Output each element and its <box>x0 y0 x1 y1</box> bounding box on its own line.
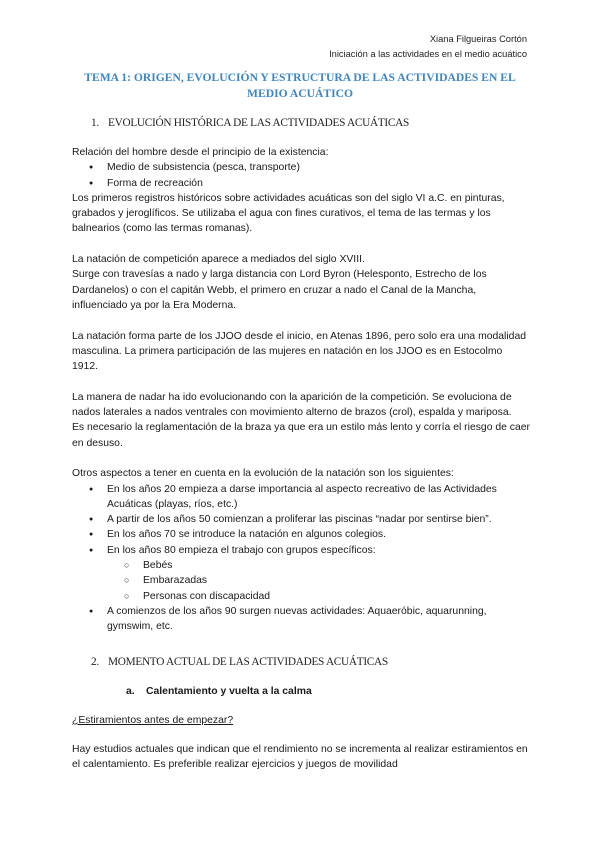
document-title: TEMA 1: ORIGEN, EVOLUCIÓN Y ESTRUCTURA DE LAS ACTIVIDADES EN EL MEDIO ACUÁTICO <box>84 71 516 100</box>
olympics-paragraph: La natación forma parte de los JJOO desde el inicio, en Atenas 1896, pero solo era una modalidad masculina. La primera participación de las mujeres en natación en los JJOO es en Estocolmo 1912. <box>72 330 527 373</box>
groups-list <box>107 558 530 604</box>
history-paragraph: Los primeros registros históricos sobre actividades acuáticas son del siglo VI a.C. en pinturas, grabados y jeroglíficos. Se utilizaba el agua con fines curativos, el tema de las termas y los balnearios (como las termas romanas). <box>72 192 505 235</box>
section-2-number: 2. <box>91 656 99 668</box>
section-1-heading <box>91 117 409 129</box>
intro-paragraph: Relación del hombre desde el principio de la existencia: <box>72 147 329 158</box>
section-2-heading <box>91 656 388 668</box>
header-author: Xiana Filgueiras Cortón <box>429 34 527 44</box>
list-item: ● A partir de los años 50 comienzan a proliferar las piscinas “nadar por sentirse bien”. <box>72 512 530 527</box>
list-item-text: En los años 80 empieza el trabajo con grupos específicos: <box>107 544 376 556</box>
competition-paragraph: La natación de competición aparece a mediados del siglo XVIII. <box>72 254 365 266</box>
styles-paragraph: La manera de nadar ha ido evolucionando con la aparición de la competición. Se evoluciona de nados laterales a nados ventrales con movimiento alterno de brazos (crol), espalda y mariposa. <box>72 391 512 419</box>
crossings-paragraph: Surge con travesías a nado y larga distancia con Lord Byron (Helesponto, Estrecho de los Dardanelos) o con el capitán Webb, el primero en cruzar a nado el Canal de la Mancha, influenciado ya por la Era Moderna. <box>72 269 487 311</box>
section-1-body <box>72 145 530 635</box>
list-item: ● En los años 20 empieza a darse importancia al aspecto recreativo de las Actividades Acuáticas (playas, ríos, etc.) <box>72 482 530 513</box>
section-1-heading-text: EVOLUCIÓN HISTÓRICA DE LAS ACTIVIDADES ACUÁTICAS <box>108 117 409 129</box>
list-item: ● Medio de subsistencia (pesca, transporte) <box>72 160 530 175</box>
aspects-list <box>72 482 530 635</box>
list-item: ○ Embarazadas <box>107 573 530 588</box>
aspects-intro: Otros aspectos a tener en cuenta en la evolución de la natación son los siguientes: <box>72 468 454 480</box>
list-item: ● A comienzos de los años 90 surgen nuevas actividades: Aquaeróbic, aquarunning, gymswim, etc. <box>72 604 530 635</box>
stretching-question: ¿Estiramientos antes de empezar? <box>72 715 234 726</box>
relation-list <box>72 160 530 191</box>
subsection-a-heading <box>126 686 312 697</box>
stretching-paragraph: Hay estudios actuales que indican que el rendimiento no se incrementa al realizar estiramientos en el calentamiento. Es preferible realizar ejercicios y juegos de movilidad <box>72 744 528 771</box>
subsection-a-number: a. <box>126 686 135 697</box>
list-item: ● En los años 70 se introduce la natación en algunos colegios. <box>72 527 530 542</box>
page-header <box>329 32 527 62</box>
list-item <box>72 543 530 604</box>
breaststroke-paragraph: Es necesario la reglamentación de la braza ya que era un estilo más lento y corría el riesgo de caer en desuso. <box>72 422 531 449</box>
subsection-a-heading-text: Calentamiento y vuelta a la calma <box>146 686 312 697</box>
list-item: ○ Personas con discapacidad <box>107 589 530 604</box>
header-course: Iniciación a las actividades en el medio acuático <box>329 49 527 59</box>
list-item: ○ Bebés <box>107 558 530 573</box>
list-item: ● Forma de recreación <box>72 176 530 191</box>
section-2-heading-text: MOMENTO ACTUAL DE LAS ACTIVIDADES ACUÁTICAS <box>108 656 388 668</box>
section-1-number: 1. <box>91 117 99 129</box>
